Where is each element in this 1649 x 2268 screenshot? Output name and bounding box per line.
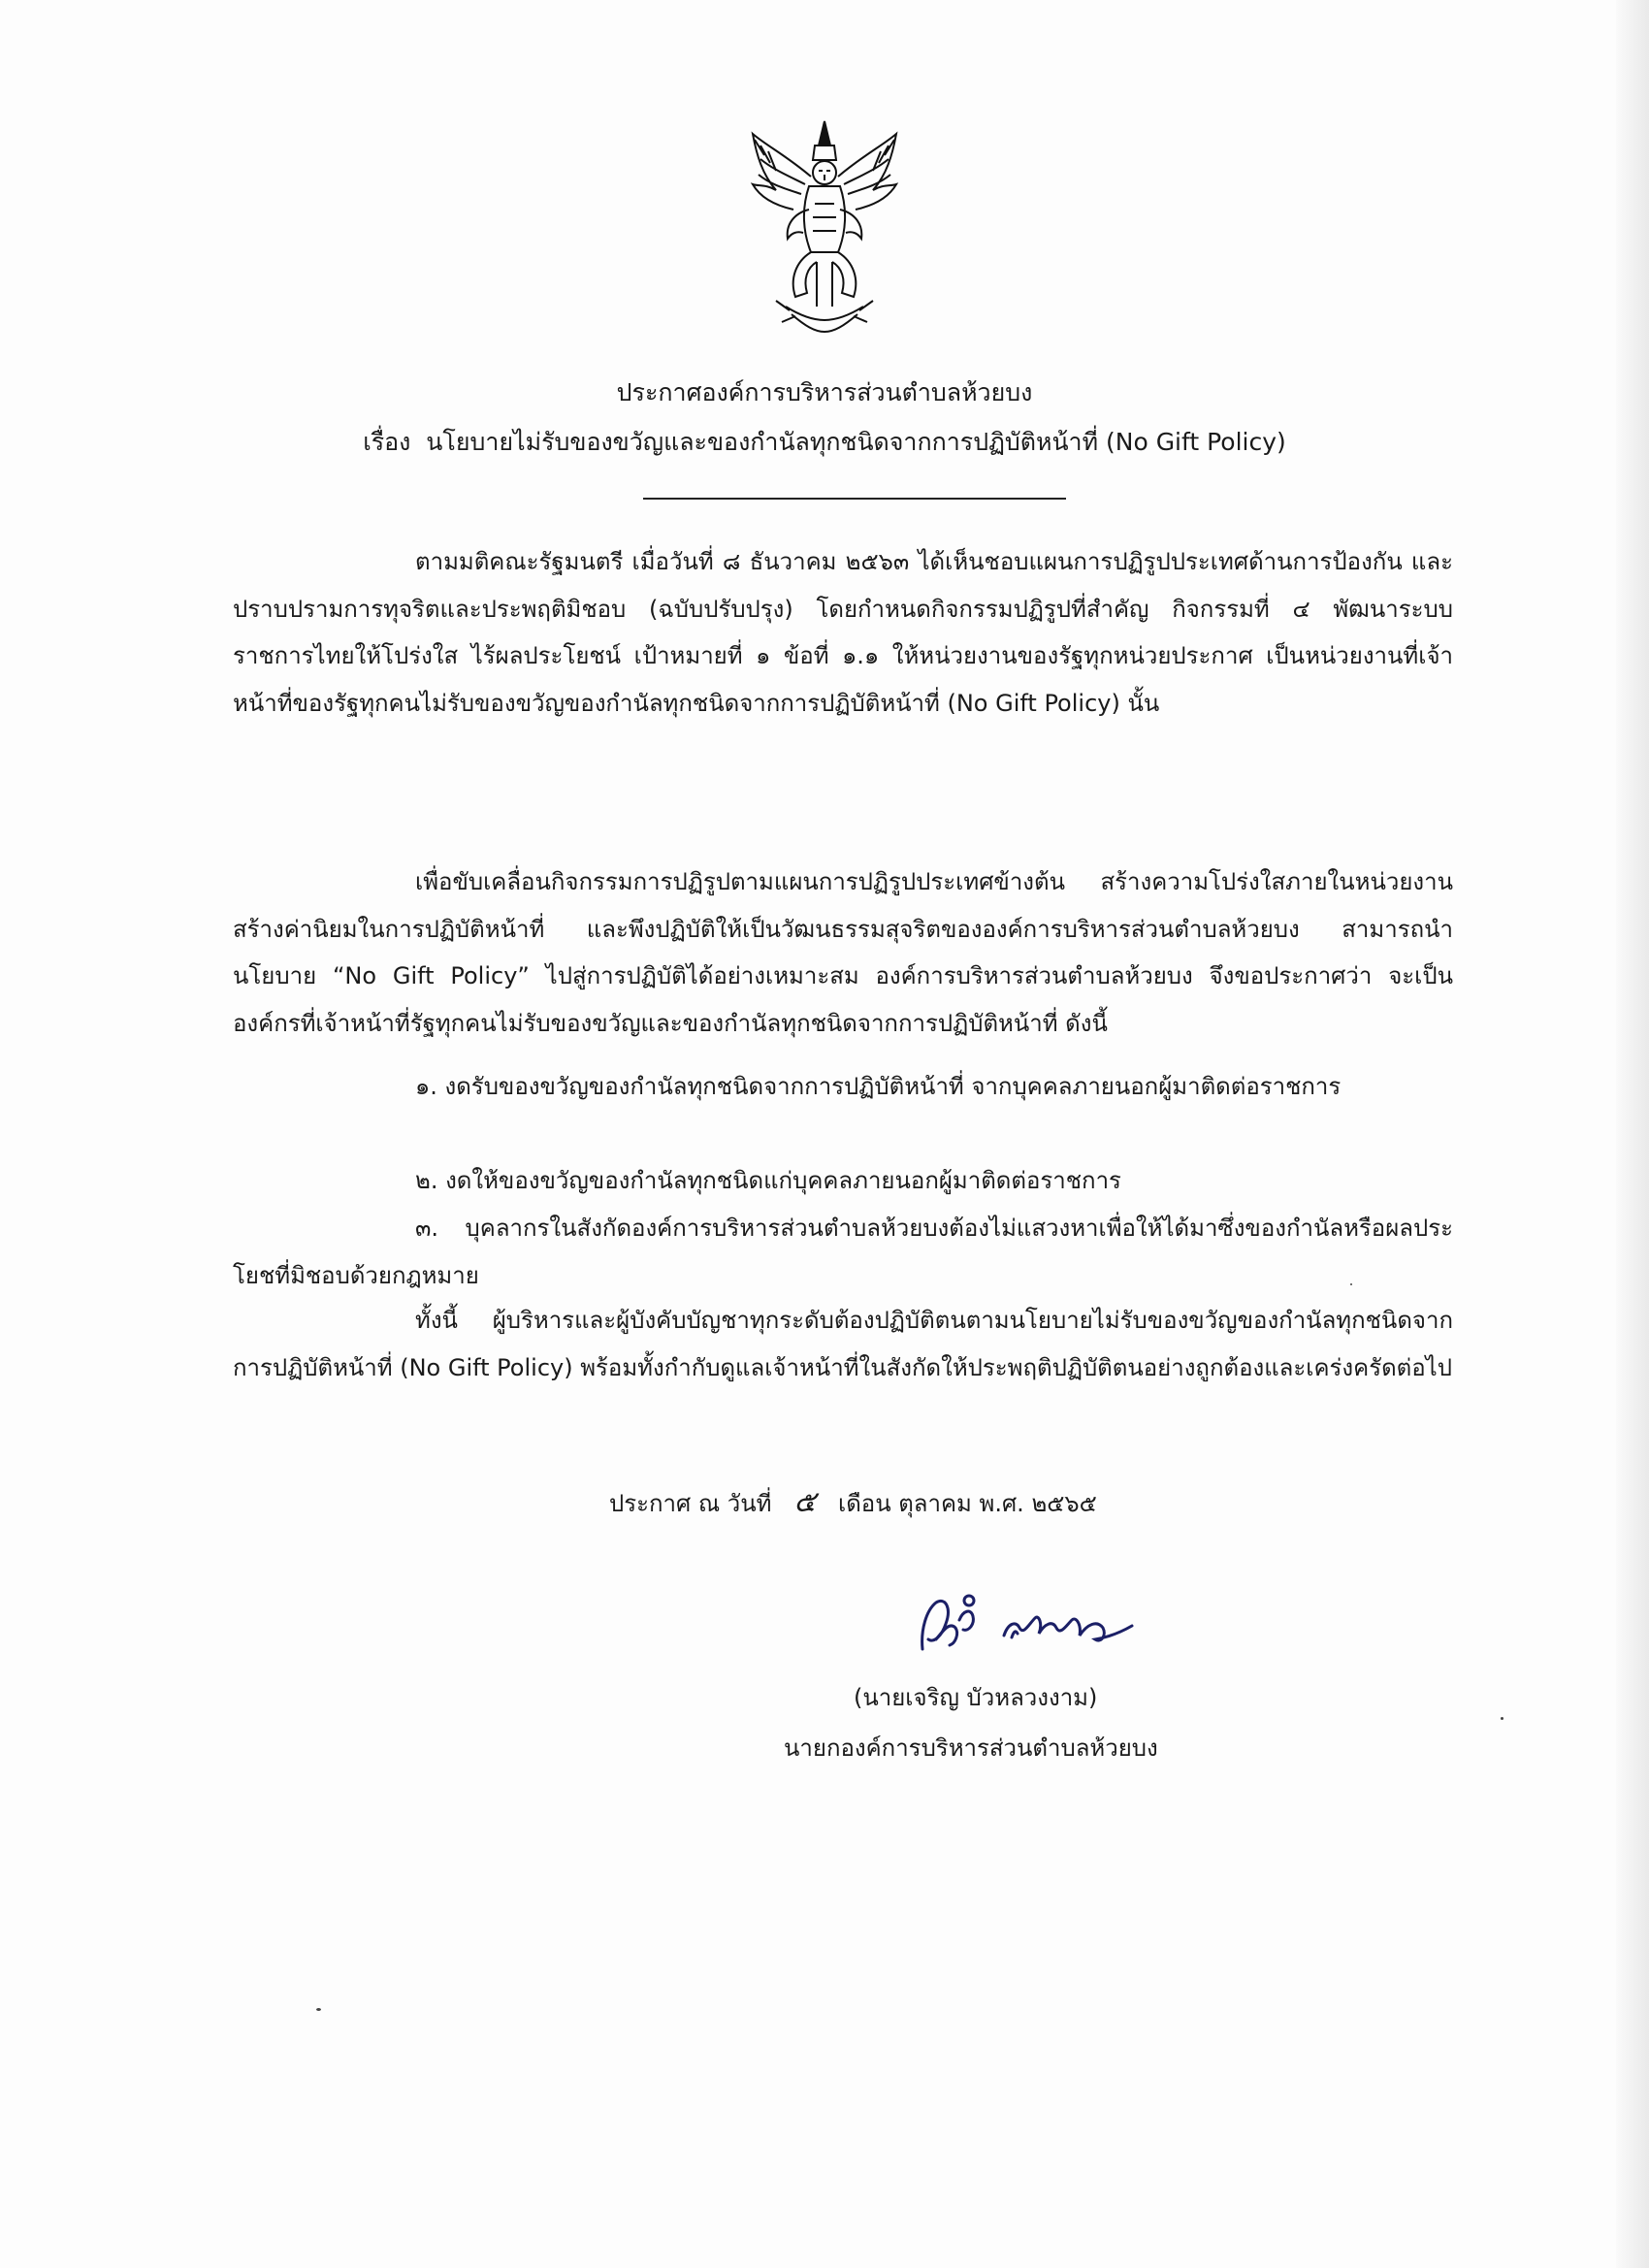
policy-item-1: ๑. งดรับของขวัญของกำนัลทุกชนิดจากการปฏิบัติหน้าที่ จากบุคคลภายนอกผู้มาติดต่อราชการ — [415, 1073, 1342, 1100]
signer-name: (นายเจริญ บัวหลวงงาม) — [854, 1684, 1098, 1711]
scan-speck — [316, 2008, 321, 2011]
subject-text: นโยบายไม่รับของขวัญและของกำนัลทุกชนิดจากการปฏิบัติหน้าที่ (No Gift Policy) — [426, 428, 1286, 456]
policy-item-3: ๓. บุคลากรในสังกัดองค์การบริหารส่วนตำบลห้วยบงต้องไม่แสวงหาเพื่อให้ได้มาซึ่งของกำนัลหรือผลประโยชที่มิชอบด้วยกฎหมาย — [233, 1215, 1453, 1289]
date-day: ๕ — [793, 1485, 817, 1519]
subject-label: เรื่อง — [363, 428, 411, 456]
garuda-emblem-icon — [747, 116, 902, 340]
scan-speck — [1350, 1283, 1352, 1285]
policy-item-2: ๒. งดให้ของขวัญของกำนัลทุกชนิดแก่บุคคลภายนอกผู้มาติดต่อราชการ — [415, 1167, 1121, 1194]
signer-position: นายกองค์การบริหารส่วนตำบลห้วยบง — [784, 1734, 1158, 1762]
announcement-date — [609, 1483, 1097, 1523]
scan-speck — [1501, 1717, 1504, 1720]
paragraph-policy-declaration: เพื่อขับเคลื่อนกิจกรรมการปฏิรูปตามแผนการปฏิรูปประเทศข้างต้น สร้างความโปร่งใสภายในหน่วยงาน สร้างค่านิยมในการปฏิบัติหน้าที่ และพึงปฏิบัติให้เป็นวัฒนธรรมสุจริตขององค์การบริหารส่วนตำบลห้วยบง สามารถนำนโยบาย “No Gift Policy” ไปสู่การปฏิบัติได้อย่างเหมาะสม องค์การบริหารส่วนตำบลห้วยบง จึงขอประกาศว่า จะเป็นองค์กรที่เจ้าหน้าที่รัฐทุกคนไม่รับของขวัญและของกำนัลทุกชนิดจากการปฏิบัติหน้าที่ ดังนี้ — [233, 868, 1453, 1038]
title-divider — [643, 498, 1066, 500]
date-month-year: เดือน ตุลาคม พ.ศ. ๒๕๖๕ — [837, 1490, 1097, 1517]
date-prefix: ประกาศ ณ วันที่ — [609, 1490, 772, 1517]
scan-edge-shadow — [1616, 0, 1649, 2268]
paragraph-cabinet-resolution: ตามมติคณะรัฐมนตรี เมื่อวันที่ ๘ ธันวาคม ๒๕๖๓ ได้เห็นชอบแผนการปฏิรูปประเทศด้านการป้องกัน และปราบปรามการทุจริตและประพฤติมิชอบ (ฉบับปรับปรุง) โดยกำหนดกิจกรรมปฏิรูปที่สำคัญ กิจกรรมที่ ๔ พัฒนาระบบราชการไทยให้โปร่งใส ไร้ผลประโยชน์ เป้าหมายที่ ๑ ข้อที่ ๑.๑ ให้หน่วยงานของรัฐทุกหน่วยประกาศ เป็นหน่วยงานที่เจ้าหน้าที่ของรัฐทุกคนไม่รับของขวัญของกำนัลทุกชนิดจากการปฏิบัติหน้าที่ (No Gift Policy) นั้น — [233, 548, 1453, 718]
announcement-subject-line — [0, 423, 1649, 462]
announcement-title: ประกาศองค์การบริหารส่วนตำบลห้วยบง — [616, 378, 1033, 406]
handwritten-signature-icon — [907, 1581, 1159, 1669]
paragraph-closing: ทั้งนี้ ผู้บริหารและผู้บังคับบัญชาทุกระดับต้องปฏิบัติตนตามนโยบายไม่รับของขวัญของกำนัลทุกชนิดจากการปฏิบัติหน้าที่ (No Gift Policy) พร้อมทั้งกำกับดูแลเจ้าหน้าที่ในสังกัดให้ประพฤติปฏิบัติตนอย่างถูกต้องและเคร่งครัดต่อไป — [233, 1307, 1453, 1381]
